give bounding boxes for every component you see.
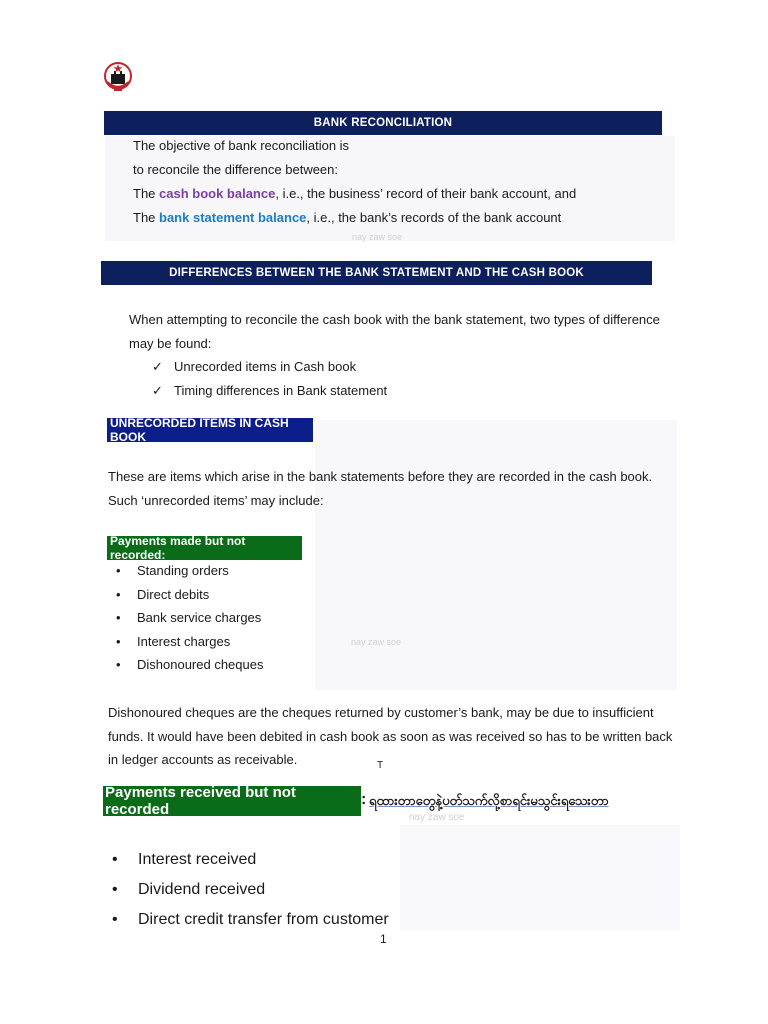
bullet-icon: •	[116, 634, 121, 649]
dishonoured-line-1: Dishonoured cheques are the cheques returned by customer’s bank, may be due to insufficient	[108, 705, 654, 720]
bullet-icon: •	[116, 563, 121, 578]
differences-intro-2: may be found:	[129, 336, 212, 351]
objective-line-1: The objective of bank reconciliation is	[133, 138, 350, 153]
differences-banner	[101, 261, 652, 285]
bank-statement-balance-highlight: bank statement balance	[159, 210, 307, 225]
payments-made-item: Interest charges	[137, 634, 231, 649]
dishonoured-line-3: in ledger accounts as receivable.	[108, 752, 298, 767]
check-item-unrecorded: Unrecorded items in Cash book	[174, 359, 357, 374]
payments-received-item: Interest received	[138, 851, 257, 868]
bullet-icon: •	[116, 587, 121, 602]
unrecorded-intro-1: These are items which arise in the bank statements before they are recorded in the cash book.	[108, 469, 653, 484]
line4-pre: The	[133, 210, 160, 225]
payments-made-heading	[107, 536, 302, 560]
payments-made-item: Bank service charges	[137, 610, 262, 625]
bullet-icon: •	[112, 911, 118, 928]
checkmark-icon: ✓	[152, 359, 163, 374]
payments-made-label: Payments made but not recorded:	[110, 534, 246, 562]
bullet-icon: •	[112, 881, 118, 898]
bank-statement-balance-line	[133, 210, 561, 226]
payments-made-item: Direct debits	[137, 587, 210, 602]
line3-post: , i.e., the business’ record of their bank account, and	[275, 186, 577, 201]
payments-made-item: Dishonoured cheques	[137, 657, 264, 672]
objective-line-2: to reconcile the difference between:	[133, 162, 339, 177]
payments-received-label: Payments received but not recorded	[105, 784, 296, 818]
payments-received-colon: :	[361, 791, 367, 808]
payments-received-item: Direct credit transfer from customer	[138, 911, 389, 928]
payments-received-item: Dividend received	[138, 881, 266, 898]
unrecorded-items-title: UNRECORDED ITEMS IN CASH BOOK	[110, 416, 289, 444]
page-number: 1	[380, 932, 387, 946]
dishonoured-line-2: funds. It would have been debited in cash book as soon as was received so has to be written back	[108, 729, 673, 744]
watermark-3: nay zaw soe	[409, 812, 465, 823]
unrecorded-intro-2: Such ‘unrecorded items’ may include:	[108, 493, 324, 508]
cash-book-balance-highlight: cash book balance	[159, 186, 276, 201]
unrecorded-items-heading	[107, 418, 313, 442]
watermark-1: nay zaw soe	[352, 232, 403, 242]
check-item-timing: Timing differences in Bank statement	[174, 383, 388, 398]
line4-post: , i.e., the bank’s records of the bank account	[306, 210, 562, 225]
bank-reconciliation-title: BANK RECONCILIATION	[313, 117, 453, 129]
watermark-2: nay zaw soe	[351, 637, 402, 647]
payments-received-myanmar: ရထားတာတွေနဲ့ပတ်သက်လို့စာရင်းမသွင်းရသေးတာ	[369, 793, 609, 808]
bullet-icon: •	[116, 610, 121, 625]
bullet-icon: •	[112, 851, 118, 868]
differences-intro-1: When attempting to reconcile the cash book with the bank statement, two types of difference	[129, 312, 660, 327]
checkmark-icon: ✓	[152, 383, 163, 398]
payments-made-item: Standing orders	[137, 563, 229, 578]
cash-book-balance-line	[133, 186, 576, 202]
emblem-logo-icon	[102, 60, 134, 94]
bullet-icon: •	[116, 657, 121, 672]
payments-received-heading	[103, 786, 361, 816]
stray-char: T	[377, 760, 384, 771]
bank-reconciliation-banner	[104, 111, 662, 135]
line3-pre: The	[133, 186, 160, 201]
differences-title: DIFFERENCES BETWEEN THE BANK STATEMENT AND THE CASH BOOK	[169, 267, 584, 279]
